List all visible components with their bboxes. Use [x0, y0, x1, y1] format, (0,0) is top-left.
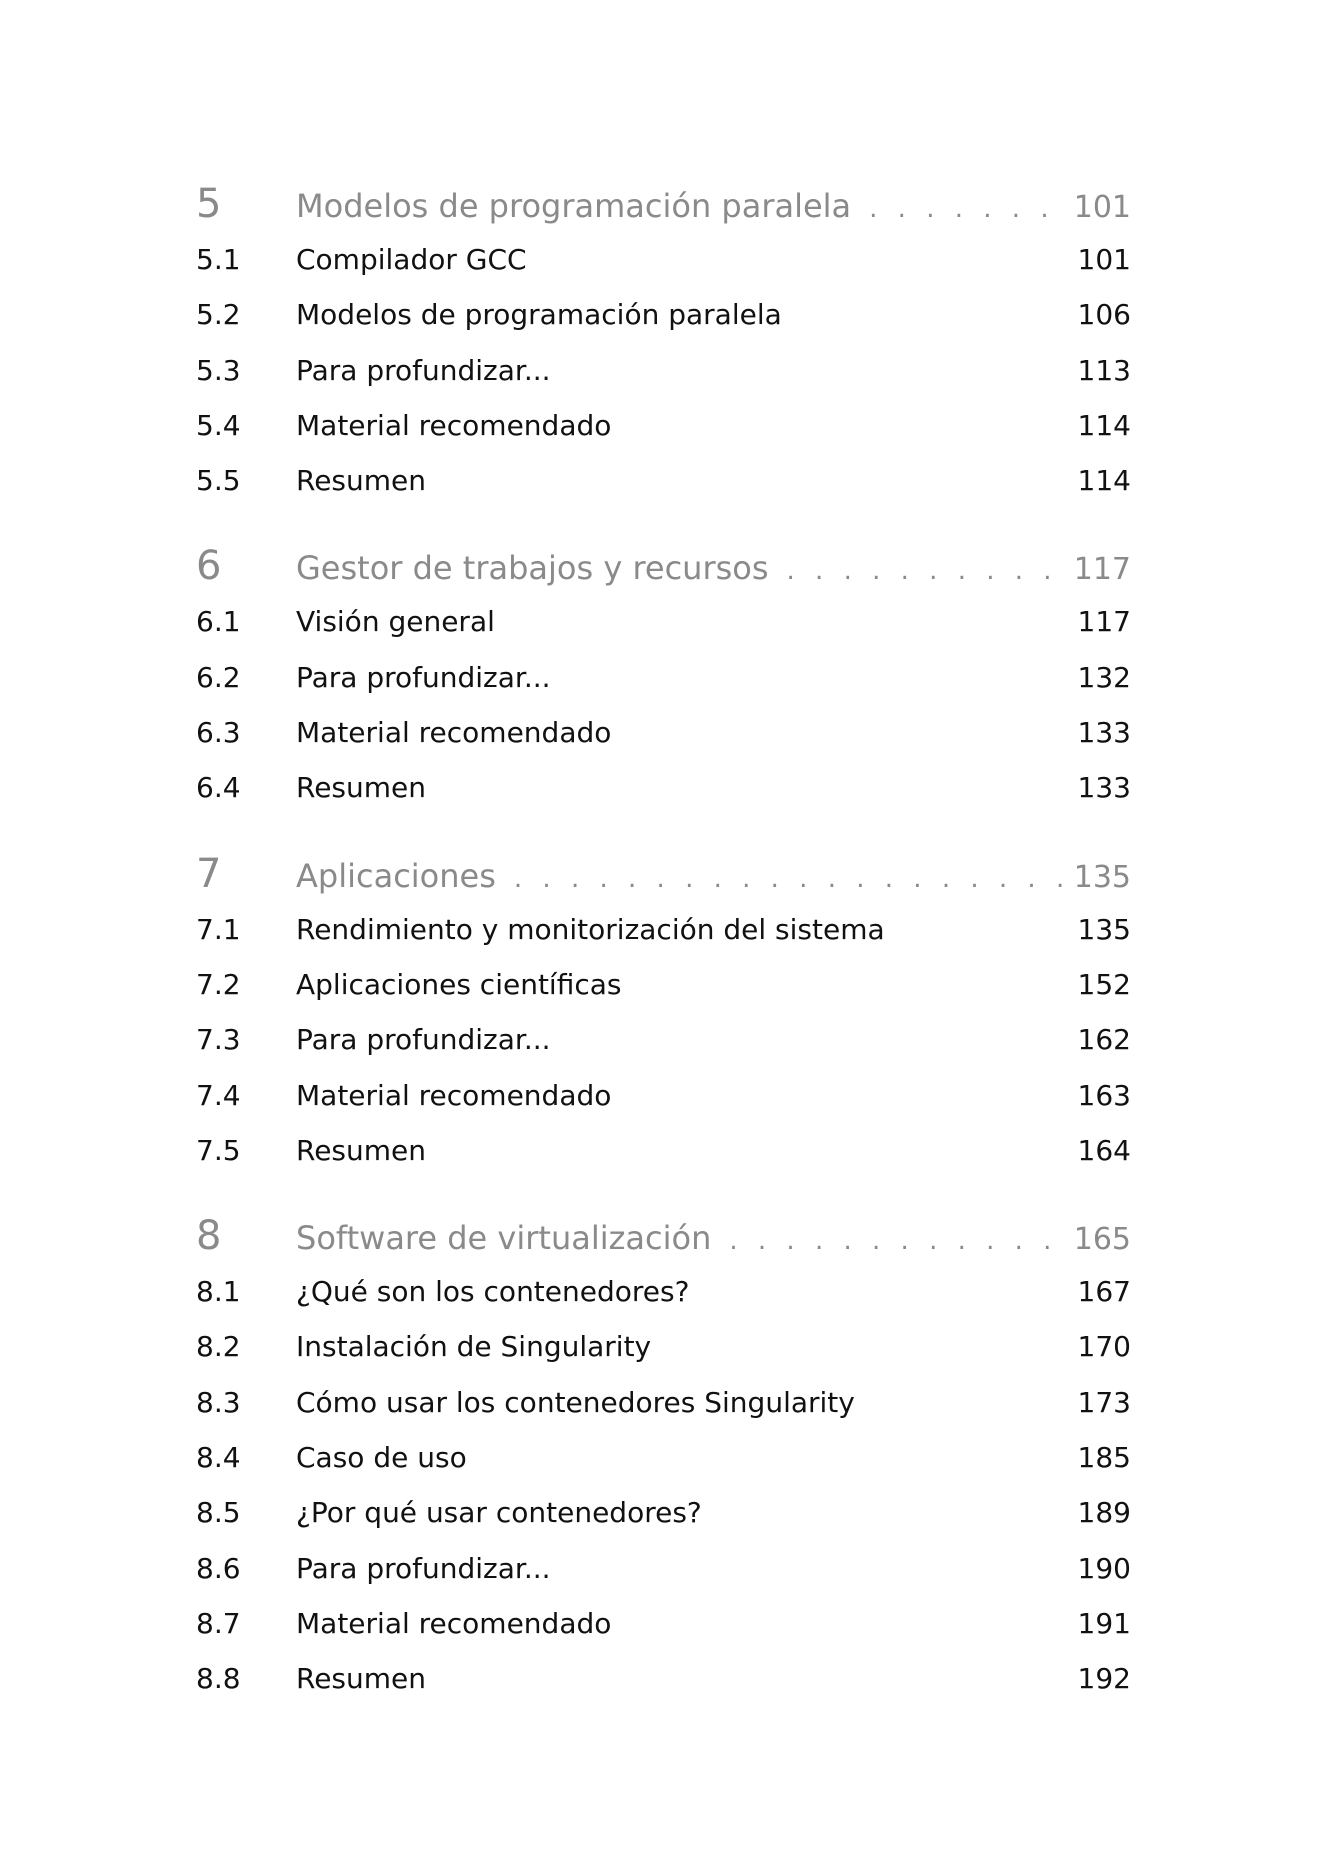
section-title: Cómo usar los contenedores Singularity [296, 1385, 855, 1419]
toc-chapter-6 [196, 538, 1131, 815]
toc-section-row[interactable] [196, 287, 1131, 342]
section-number: 6.2 [196, 660, 241, 694]
toc-section-row[interactable] [196, 1068, 1131, 1123]
toc-section-row[interactable] [196, 1485, 1131, 1540]
section-number: 8.7 [196, 1606, 241, 1640]
chapter-page-number: 117 [1073, 552, 1131, 588]
chapter-page-number: 101 [1073, 190, 1131, 225]
chapter-title: Gestor de trabajos y recursos [296, 549, 769, 588]
toc-section-row[interactable] [196, 1123, 1131, 1178]
section-page-number: 190 [1077, 1551, 1131, 1585]
section-page-number: 117 [1077, 605, 1131, 639]
chapter-page-number: 135 [1073, 859, 1131, 895]
toc-section-row[interactable] [196, 594, 1131, 649]
chapter-heading[interactable] [196, 538, 1131, 594]
section-title: Resumen [296, 1662, 427, 1696]
toc-chapter-7 [196, 846, 1131, 1178]
section-page-number: 113 [1077, 353, 1131, 387]
section-page-number: 101 [1077, 243, 1131, 276]
toc-section-row[interactable] [196, 1319, 1131, 1374]
chapter-number: 8 [196, 1213, 222, 1260]
section-title: Visión general [296, 605, 495, 639]
toc-section-row[interactable] [196, 232, 1131, 287]
section-title: Modelos de programación paralela [296, 298, 782, 332]
section-title: Caso de uso [296, 1441, 467, 1475]
section-page-number: 135 [1077, 912, 1131, 946]
section-title: Rendimiento y monitorización del sistema [296, 912, 885, 946]
section-number: 8.1 [196, 1275, 241, 1309]
chapter-title: Aplicaciones [296, 856, 496, 895]
section-title: Para profundizar... [296, 660, 551, 694]
toc-section-row[interactable] [196, 1541, 1131, 1596]
section-title: Resumen [296, 1133, 427, 1167]
section-page-number: 167 [1077, 1275, 1131, 1309]
section-number: 7.2 [196, 967, 241, 1001]
section-title: Instalación de Singularity [296, 1330, 652, 1364]
toc-section-row[interactable] [196, 1375, 1131, 1430]
section-title: Material recomendado [296, 1078, 612, 1112]
chapter-heading[interactable] [196, 1208, 1131, 1264]
toc-section-row[interactable] [196, 1012, 1131, 1067]
section-page-number: 185 [1077, 1441, 1131, 1475]
toc-section-row[interactable] [196, 1651, 1131, 1706]
toc-chapter-8 [196, 1208, 1131, 1706]
section-title: Material recomendado [296, 408, 612, 442]
toc-section-row[interactable] [196, 1430, 1131, 1485]
section-number: 5.4 [196, 408, 241, 442]
toc-section-row[interactable] [196, 902, 1131, 957]
section-page-number: 173 [1077, 1385, 1131, 1419]
section-page-number: 114 [1077, 408, 1131, 442]
section-number: 7.5 [196, 1133, 241, 1167]
section-page-number: 164 [1077, 1133, 1131, 1167]
toc-chapter-5 [196, 176, 1131, 508]
section-page-number: 114 [1077, 464, 1131, 498]
section-number: 7.4 [196, 1078, 241, 1112]
toc-section-row[interactable] [196, 453, 1131, 508]
dot-leader [787, 543, 1064, 599]
section-number: 7.3 [196, 1023, 241, 1057]
section-number: 7.1 [196, 912, 241, 946]
chapter-heading[interactable] [196, 846, 1131, 902]
section-page-number: 170 [1077, 1330, 1131, 1364]
section-title: ¿Por qué usar contenedores? [296, 1496, 702, 1530]
section-title: Material recomendado [296, 1606, 612, 1640]
section-number: 6.3 [196, 716, 241, 750]
toc-section-row[interactable] [196, 1264, 1131, 1319]
section-page-number: 192 [1077, 1662, 1131, 1696]
chapter-number: 6 [196, 543, 222, 590]
toc-section-row[interactable] [196, 705, 1131, 760]
section-page-number: 191 [1077, 1606, 1131, 1640]
section-number: 5.1 [196, 243, 241, 276]
toc-section-row[interactable] [196, 398, 1131, 453]
section-number: 8.5 [196, 1496, 241, 1530]
section-number: 5.3 [196, 353, 241, 387]
section-number: 6.4 [196, 771, 241, 805]
chapter-title: Software de virtualización [296, 1219, 712, 1258]
section-page-number: 132 [1077, 660, 1131, 694]
section-title: Para profundizar... [296, 353, 551, 387]
dot-leader [514, 851, 1064, 907]
section-number: 8.4 [196, 1441, 241, 1475]
section-number: 6.1 [196, 605, 241, 639]
chapter-page-number: 165 [1073, 1222, 1131, 1258]
toc-section-row[interactable] [196, 650, 1131, 705]
chapter-title: Modelos de programación paralela [296, 187, 852, 225]
toc-section-row[interactable] [196, 760, 1131, 815]
section-page-number: 189 [1077, 1496, 1131, 1530]
section-number: 5.2 [196, 298, 241, 332]
section-title: Aplicaciones científicas [296, 967, 622, 1001]
section-title: ¿Qué son los contenedores? [296, 1275, 690, 1309]
table-of-contents [196, 176, 1131, 1737]
section-number: 8.8 [196, 1662, 241, 1696]
section-page-number: 152 [1077, 967, 1131, 1001]
toc-section-row[interactable] [196, 343, 1131, 398]
chapter-number: 5 [196, 181, 222, 227]
section-page-number: 162 [1077, 1023, 1131, 1057]
section-title: Material recomendado [296, 716, 612, 750]
dot-leader [729, 1213, 1063, 1269]
toc-section-row[interactable] [196, 957, 1131, 1012]
section-title: Resumen [296, 464, 427, 498]
chapter-number: 7 [196, 850, 222, 897]
toc-section-row[interactable] [196, 1596, 1131, 1651]
section-number: 8.6 [196, 1551, 241, 1585]
section-title: Compilador GCC [296, 243, 527, 276]
chapter-heading[interactable] [196, 176, 1131, 232]
section-title: Para profundizar... [296, 1023, 551, 1057]
section-page-number: 133 [1077, 716, 1131, 750]
section-page-number: 106 [1077, 298, 1131, 332]
section-page-number: 133 [1077, 771, 1131, 805]
section-title: Resumen [296, 771, 427, 805]
dot-leader [869, 181, 1064, 237]
section-number: 5.5 [196, 464, 241, 498]
section-number: 8.3 [196, 1385, 241, 1419]
section-title: Para profundizar... [296, 1551, 551, 1585]
section-page-number: 163 [1077, 1078, 1131, 1112]
section-number: 8.2 [196, 1330, 241, 1364]
